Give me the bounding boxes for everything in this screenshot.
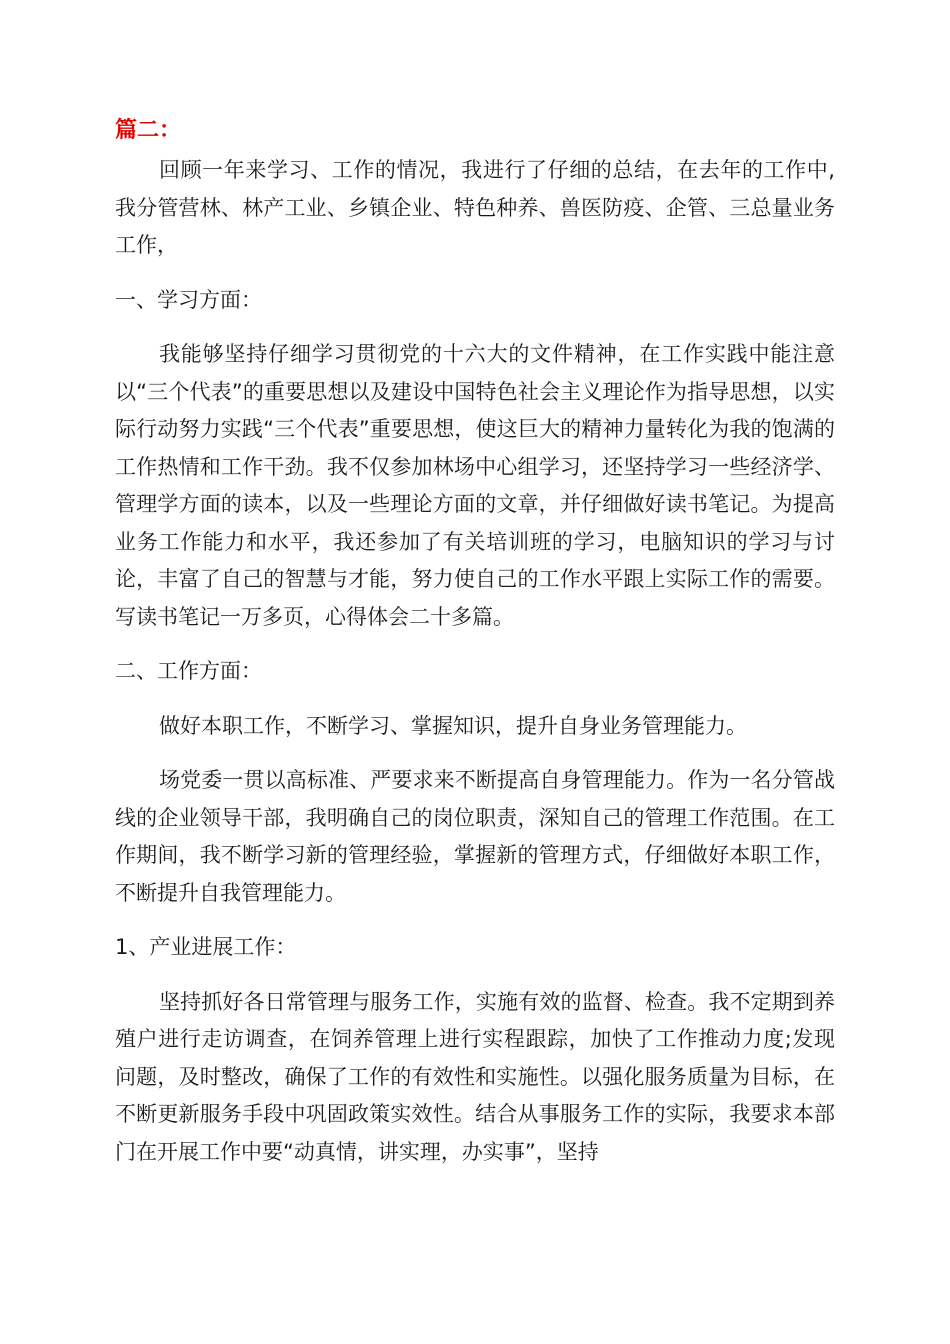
intro-paragraph: 回顾一年来学习、工作的情况，我进行了仔细的总结，在去年的工作中,我分管营林、林产工业、乡镇企业、特色种养、兽医防疫、企管、三总量业务工作，: [115, 158, 835, 257]
industry-paragraph: 坚持抓好各日常管理与服务工作，实施有效的监督、检查。我不定期到养殖户进行走访调查，在饲养管理上进行实程跟踪，加快了工作推动力度;发现问题，及时整改，确保了工作的有效性和实施性。以强化服务质量为目标，在不断更新服务手段中巩固政策实效性。结合从事服务工作的实际，我要求本部门在开展工作中要“动真情，讲实理，办实事”，坚持: [115, 989, 835, 1164]
document-page: [115, 112, 835, 1171]
heading-industry: 1、产业进展工作：: [115, 935, 297, 959]
heading-study: 一、学习方面：: [115, 287, 262, 312]
work-summary-paragraph: 做好本职工作，不断学习、掌握知识，提升自身业务管理能力。: [159, 713, 747, 738]
study-paragraph: 我能够坚持仔细学习贯彻党的十六大的文件精神，在工作实践中能注意以“三个代表”的重要思想以及建设中国特色社会主义理论作为指导思想，以实际行动努力实践“三个代表”重要思想，使这巨大的精神力量转化为我的饱满的工作热情和工作干劲。我不仅参加林场中心组学习，还坚持学习一些经济学、管理学方面的读本，以及一些理论方面的文章，并仔细做好读书笔记。为提高业务工作能力和水平，我还参加了有关培训班的学习，电脑知识的学习与讨论，丰富了自己的智慧与才能，努力使自己的工作水平跟上实际工作的需要。写读书笔记一万多页，心得体会二十多篇。: [115, 342, 835, 629]
work-detail-paragraph: 场党委一贯以高标准、严要求来不断提高自身管理能力。作为一名分管战线的企业领导干部，我明确自己的岗位职责，深知自己的管理工作范围。在工作期间，我不断学习新的管理经验，掌握新的管理方式，仔细做好本职工作，不断提升自我管理能力。: [115, 768, 835, 905]
heading-work: 二、工作方面：: [115, 659, 262, 683]
section-title: 篇二：: [115, 118, 182, 143]
